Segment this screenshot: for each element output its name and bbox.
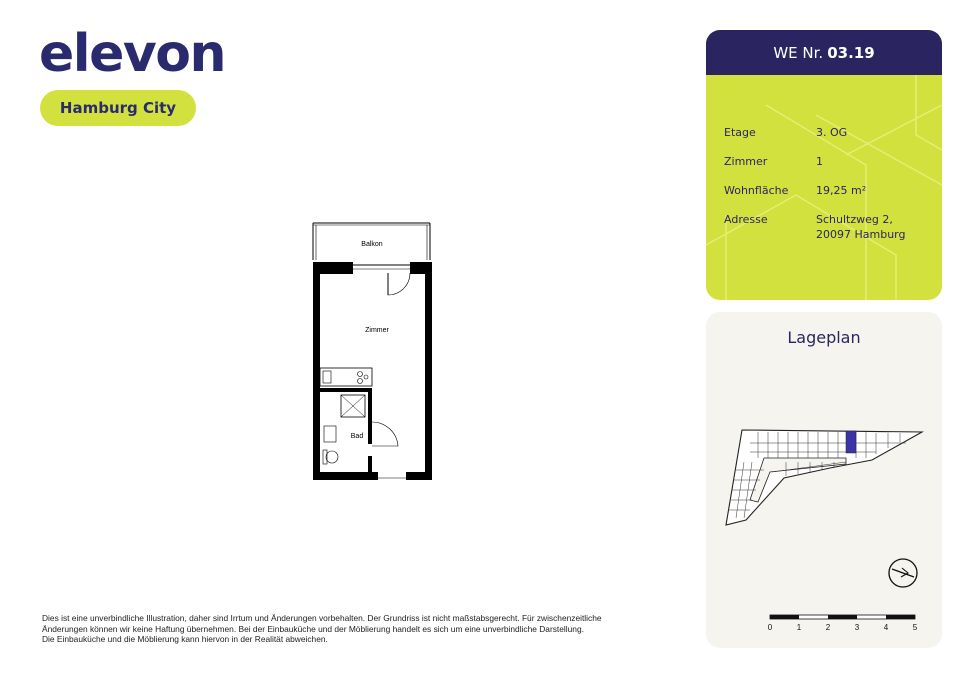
north-arrow-icon — [889, 559, 917, 587]
city-label: Hamburg City — [59, 99, 177, 117]
scale-label: 3 — [854, 623, 860, 632]
detail-key: Adresse — [724, 213, 768, 226]
disclaimer — [42, 613, 642, 645]
site-plan-card — [706, 312, 942, 648]
disclaimer-line: Änderungen können wir keine Haftung übernehmen. Bei der Einbauküche und der Möblierung handelt es sich um eine unverbindliche Darstellung. — [42, 623, 584, 634]
scale-label: 2 — [825, 623, 831, 632]
detail-row-floor — [724, 125, 926, 140]
detail-value — [816, 212, 926, 242]
site-plan-map — [706, 312, 942, 648]
building-outline — [726, 430, 922, 525]
site-plan-title: Lageplan — [787, 328, 861, 347]
unit-number-header — [706, 30, 942, 75]
scale-label: 5 — [912, 623, 918, 632]
detail-value: 19,25 m² — [816, 184, 867, 197]
address-street: Schultzweg 2, — [816, 213, 893, 226]
disclaimer-line: Dies ist eine unverbindliche Illustration, daher sind Irrtum und Änderungen vorbehalten. Der Grundriss ist nicht maßstabsgerecht. Für zwischenzeitliche — [42, 613, 602, 623]
unit-number-prefix: WE Nr. — [773, 43, 824, 62]
unit-details — [724, 125, 926, 256]
detail-key: Wohnfläche — [724, 184, 789, 197]
elevon-logo: elevon — [39, 24, 225, 84]
balcony-label: Balkon — [361, 241, 383, 248]
balcony — [313, 223, 430, 260]
detail-value: 1 — [816, 155, 823, 168]
room-label: Zimmer — [365, 327, 389, 334]
city-badge — [40, 90, 196, 126]
highlighted-unit — [846, 431, 856, 453]
unit-number: 03.19 — [827, 43, 875, 62]
detail-row-area — [724, 183, 926, 198]
address-city: 20097 Hamburg — [816, 228, 906, 241]
detail-key: Zimmer — [724, 155, 768, 168]
unit-info-card — [706, 30, 942, 300]
scale-bar — [768, 615, 918, 632]
detail-row-rooms — [724, 154, 926, 169]
scale-label: 0 — [767, 623, 773, 632]
scale-label: 1 — [796, 623, 802, 632]
bath-label: Bad — [350, 433, 364, 440]
disclaimer-line: Die Einbauküche und die Möblierung kann hiervon in der Realität abweichen. — [42, 634, 328, 645]
detail-value: 3. OG — [816, 126, 848, 139]
detail-key: Etage — [724, 126, 756, 139]
scale-label: 4 — [883, 623, 889, 632]
detail-row-address — [724, 212, 926, 242]
floor-plan — [310, 220, 435, 482]
